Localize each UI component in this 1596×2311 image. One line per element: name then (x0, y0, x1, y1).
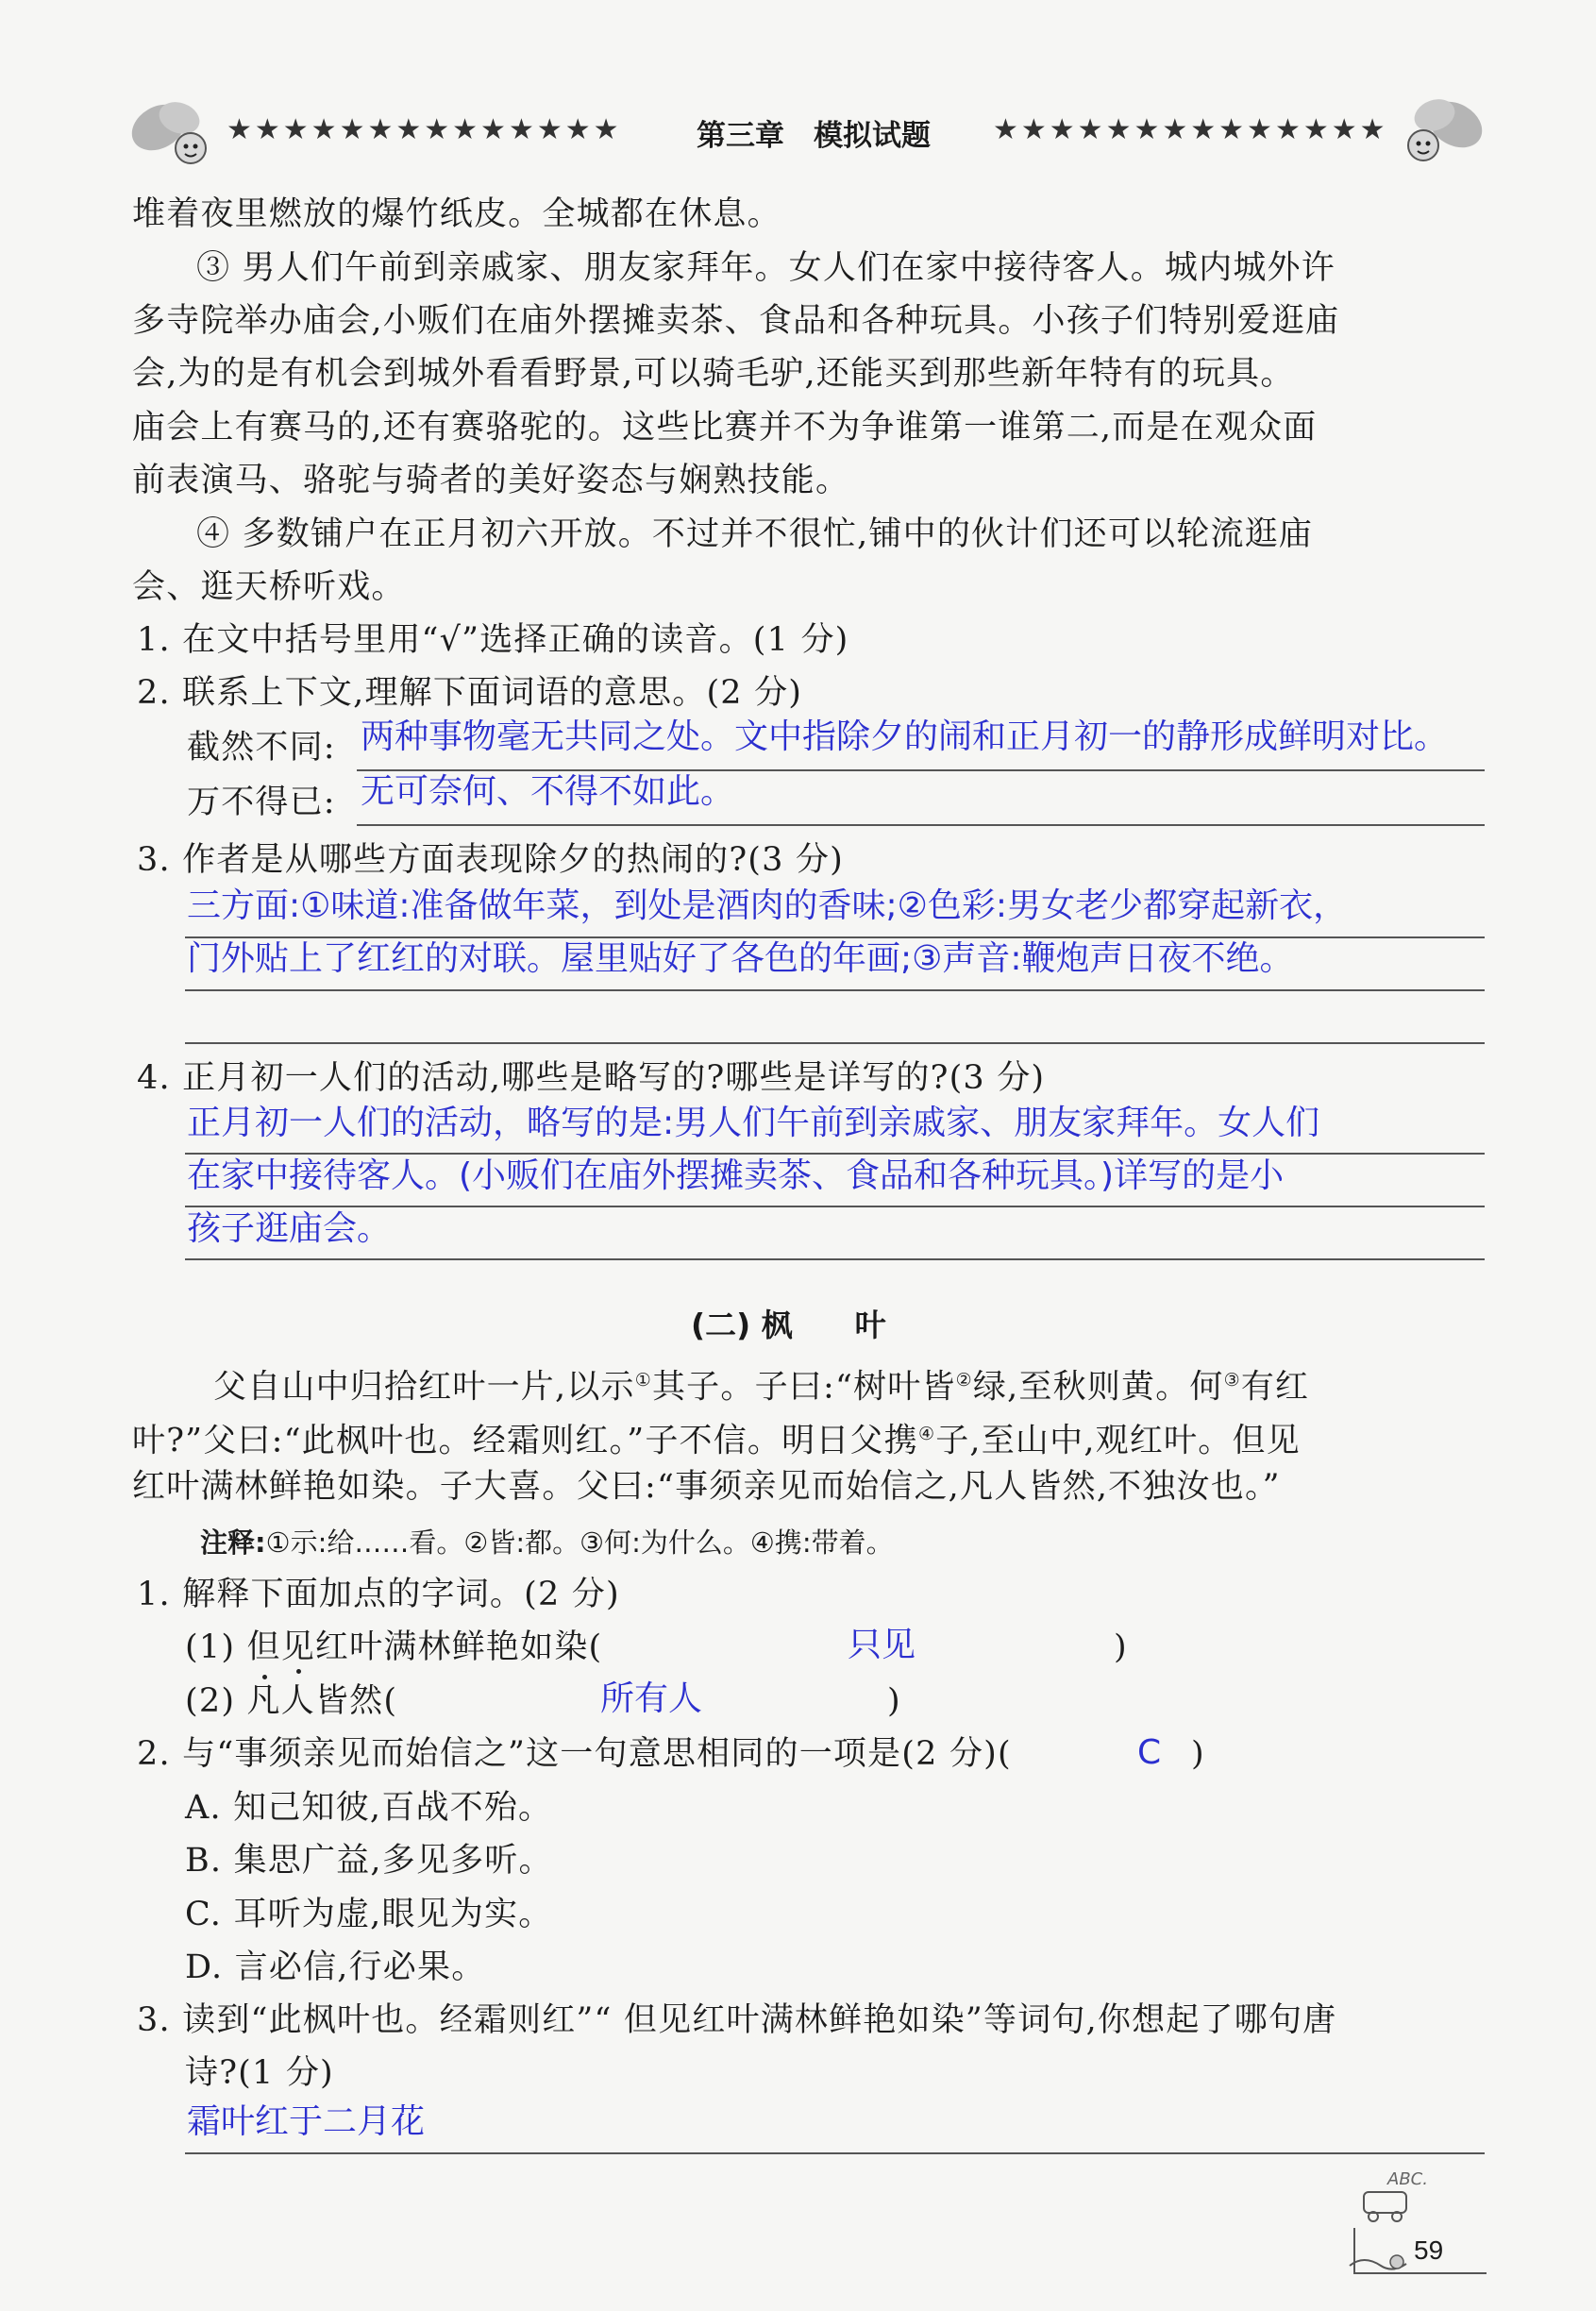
header-stars-left: ★★★★★★★★★★★★★★ (227, 113, 622, 146)
passage-line: 堆着夜里燃放的爆竹纸皮。全城都在休息。 (132, 195, 781, 233)
passage-line: ③ 男人们午前到亲戚家、朋友家拜年。女人们在家中接待客人。城内城外许 (196, 249, 1336, 287)
qb3-answer: 霜叶红于二月花 (187, 2102, 426, 2141)
page-title: 第三章 模拟试题 (697, 119, 931, 153)
question-b3: 3. 读到“此枫叶也。经霜则红”“ 但见红叶满林鲜艳如染”等词句,你想起了哪句唐 (137, 2001, 1337, 2039)
abc-doodle: ABC. (1387, 2169, 1428, 2189)
passage-line: 会,为的是有机会到城外看看野景,可以骑毛驴,还能买到那些新年特有的玩具。 (132, 355, 1295, 393)
header-stars-right: ★★★★★★★★★★★★★★ (993, 113, 1388, 146)
q2-answer1: 两种事物毫无共同之处。文中指除夕的闹和正月初一的静形成鲜明对比。 (361, 717, 1449, 756)
question-b1-1: (1) 但见红叶满林鲜艳如染( (185, 1628, 603, 1666)
question-1: 1. 在文中括号里用“√”选择正确的读音。(1 分) (137, 621, 849, 659)
question-b1: 1. 解释下面加点的字词。(2 分) (137, 1576, 620, 1613)
classical-text-line: 叶?”父曰:“此枫叶也。经霜则红。”子不信。明日父携④子,至山中,观红叶。但见 (132, 1422, 1301, 1460)
option-c: C. 耳听为虚,眼见为实。 (185, 1896, 553, 1933)
passage-line: 前表演马、骆驼与骑者的美好姿态与娴熟技能。 (132, 462, 850, 499)
option-d: D. 言必信,行必果。 (185, 1948, 486, 1986)
q2-answer2: 无可奈何、不得不如此。 (361, 772, 735, 811)
q2-term1: 截然不同: (187, 729, 336, 767)
answer-rule (185, 1258, 1485, 1260)
passage-line: 庙会上有赛马的,还有赛骆驼的。这些比赛并不为争谁第一谁第二,而是在观众面 (132, 409, 1318, 447)
q2-term2: 万不得已: (187, 784, 336, 821)
section-title: (二) 枫 叶 (691, 1307, 886, 1343)
question-4: 4. 正月初一人们的活动,哪些是略写的?哪些是详写的?(3 分) (137, 1059, 1046, 1097)
passage-line: 多寺院举办庙会,小贩们在庙外摆摊卖茶、食品和各种玩具。小孩子们特别爱逛庙 (132, 302, 1340, 340)
answer-rule (185, 1042, 1485, 1044)
bee-right-icon (1387, 87, 1491, 172)
paren-close: ) (887, 1682, 901, 1720)
q4-answer2: 在家中接待客人。(小贩们在庙外摆摊卖茶、食品和各种玩具。)详写的是小 (187, 1156, 1285, 1195)
question-b2: 2. 与“事须亲见而始信之”这一句意思相同的一项是(2 分)( (137, 1735, 1012, 1773)
option-b: B. 集思广益,多见多听。 (185, 1842, 553, 1880)
q4-answer3: 孩子逛庙会。 (187, 1209, 392, 1248)
annotation-note: 注释:①示:给……看。②皆:都。③何:为什么。④携:带着。 (200, 1527, 894, 1559)
passage-line: 会、逛天桥听戏。 (132, 568, 406, 606)
option-a: A. 知己知彼,百战不殆。 (185, 1789, 553, 1827)
qb1-answer1: 只见 (848, 1626, 916, 1664)
passage-line: ④ 多数铺户在正月初六开放。不过并不很忙,铺中的伙计们还可以轮流逛庙 (196, 515, 1314, 553)
paren-close: ) (1191, 1735, 1205, 1773)
question-b3-cont: 诗?(1 分) (185, 2054, 334, 2092)
q3-answer2: 门外贴上了红红的对联。屋里贴好了各色的年画;③声音:鞭炮声日夜不绝。 (187, 939, 1294, 978)
qb1-answer2: 所有人 (600, 1679, 703, 1718)
question-2: 2. 联系上下文,理解下面词语的意思。(2 分) (137, 674, 803, 712)
answer-rule (185, 2152, 1485, 2154)
q3-answer1: 三方面:①味道:准备做年菜，到处是酒肉的香味;②色彩:男女老少都穿起新衣， (187, 886, 1348, 925)
question-b1-2: (2) 凡人皆然( (185, 1682, 398, 1720)
classical-text-line: 父自山中归拾红叶一片,以示①其子。子曰:“树叶皆②绿,至秋则黄。何③有红 (213, 1368, 1310, 1407)
answer-rule (185, 989, 1485, 991)
qb2-answer: C (1137, 1733, 1162, 1772)
page-number: 59 (1414, 2235, 1444, 2265)
q4-answer1: 正月初一人们的活动，略写的是:男人们午前到亲戚家、朋友家拜年。女人们 (187, 1104, 1320, 1142)
paren-close: ) (1114, 1628, 1128, 1666)
question-3: 3. 作者是从哪些方面表现除夕的热闹的?(3 分) (137, 841, 844, 879)
classical-text-line: 红叶满林鲜艳如染。子大喜。父曰:“事须亲见而始信之,凡人皆然,不独汝也。” (132, 1468, 1281, 1506)
answer-rule (357, 824, 1485, 826)
bee-left-icon (123, 90, 227, 175)
